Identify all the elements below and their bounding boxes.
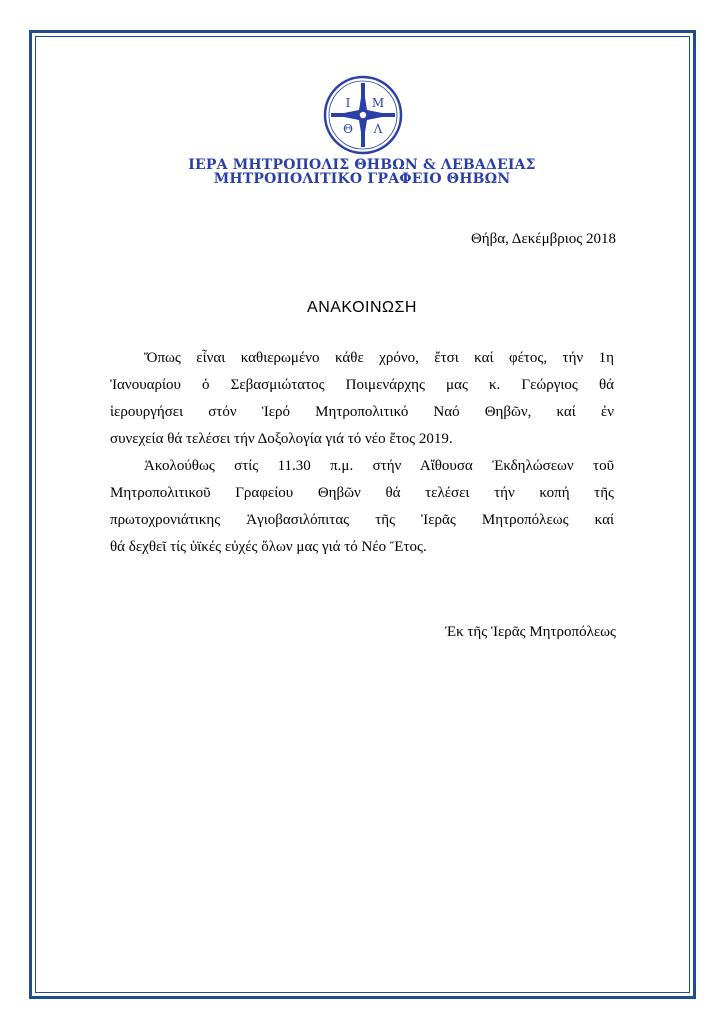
body-line: Ἀκολούθως στίς 11.30 π.μ. στήν Αἴθουσα Ἐκδηλώσεων τοῦ: [144, 458, 614, 474]
body-line: Ὅπως εἶναι καθιερωμένο κάθε χρόνο, ἔτσι καί φέτος, τήν 1η: [144, 350, 614, 366]
body-line: Μητροπολιτικοῦ Γραφείου Θηβῶν θά τελέσει τήν κοπή τῆς: [110, 485, 614, 501]
header-office-name: ΜΗΤΡΟΠΟΛΙΤΙΚΟ ΓΡΑΦΕΙΟ ΘΗΒΩΝ: [213, 171, 511, 187]
logo-letter-3: Θ: [343, 122, 353, 136]
document-title: ΑΝΑΚΟΙΝΩΣΗ: [307, 299, 417, 316]
document-date: Θήβα, Δεκέμβριος 2018: [470, 231, 616, 247]
paragraph-1: [110, 345, 614, 453]
body-line: θά δεχθεῖ τίς ὑϊκές εὐχές ὅλων μας γιά τό Νέο Ἔτος.: [110, 539, 427, 555]
byzantine-cross-emblem-icon: [318, 70, 408, 160]
logo-letter-4: Λ: [373, 122, 383, 136]
body-line: συνεχεία θά τελέσει τήν Δοξολογία γιά τό νέο ἔτος 2019.: [110, 431, 453, 447]
body-line: Ἰανουαρίου ὁ Σεβασμιώτατος Ποιμενάρχης μας κ. Γεώργιος θά: [110, 377, 614, 393]
signature: Ἐκ τῆς Ἱερᾶς Μητροπόλεως: [444, 624, 616, 640]
body-line: ἱερουργήσει στόν Ἱερό Μητροπολιτικό Ναό Θηβῶν, καί ἐν: [110, 404, 614, 420]
header-metropolis-name: ΙΕΡΑ ΜΗΤΡΟΠΟΛΙΣ ΘΗΒΩΝ & ΛΕΒΑΔΕΙΑΣ: [188, 157, 536, 173]
announcement-body: [110, 345, 614, 561]
paragraph-2: [110, 453, 614, 561]
logo-letter-1: Ι: [345, 96, 351, 110]
logo-letter-2: Μ: [371, 96, 385, 110]
body-line: πρωτοχρονιάτικης Ἁγιοβασιλόπιτας τῆς Ἱερᾶς Μητροπόλεως καί: [110, 512, 614, 528]
